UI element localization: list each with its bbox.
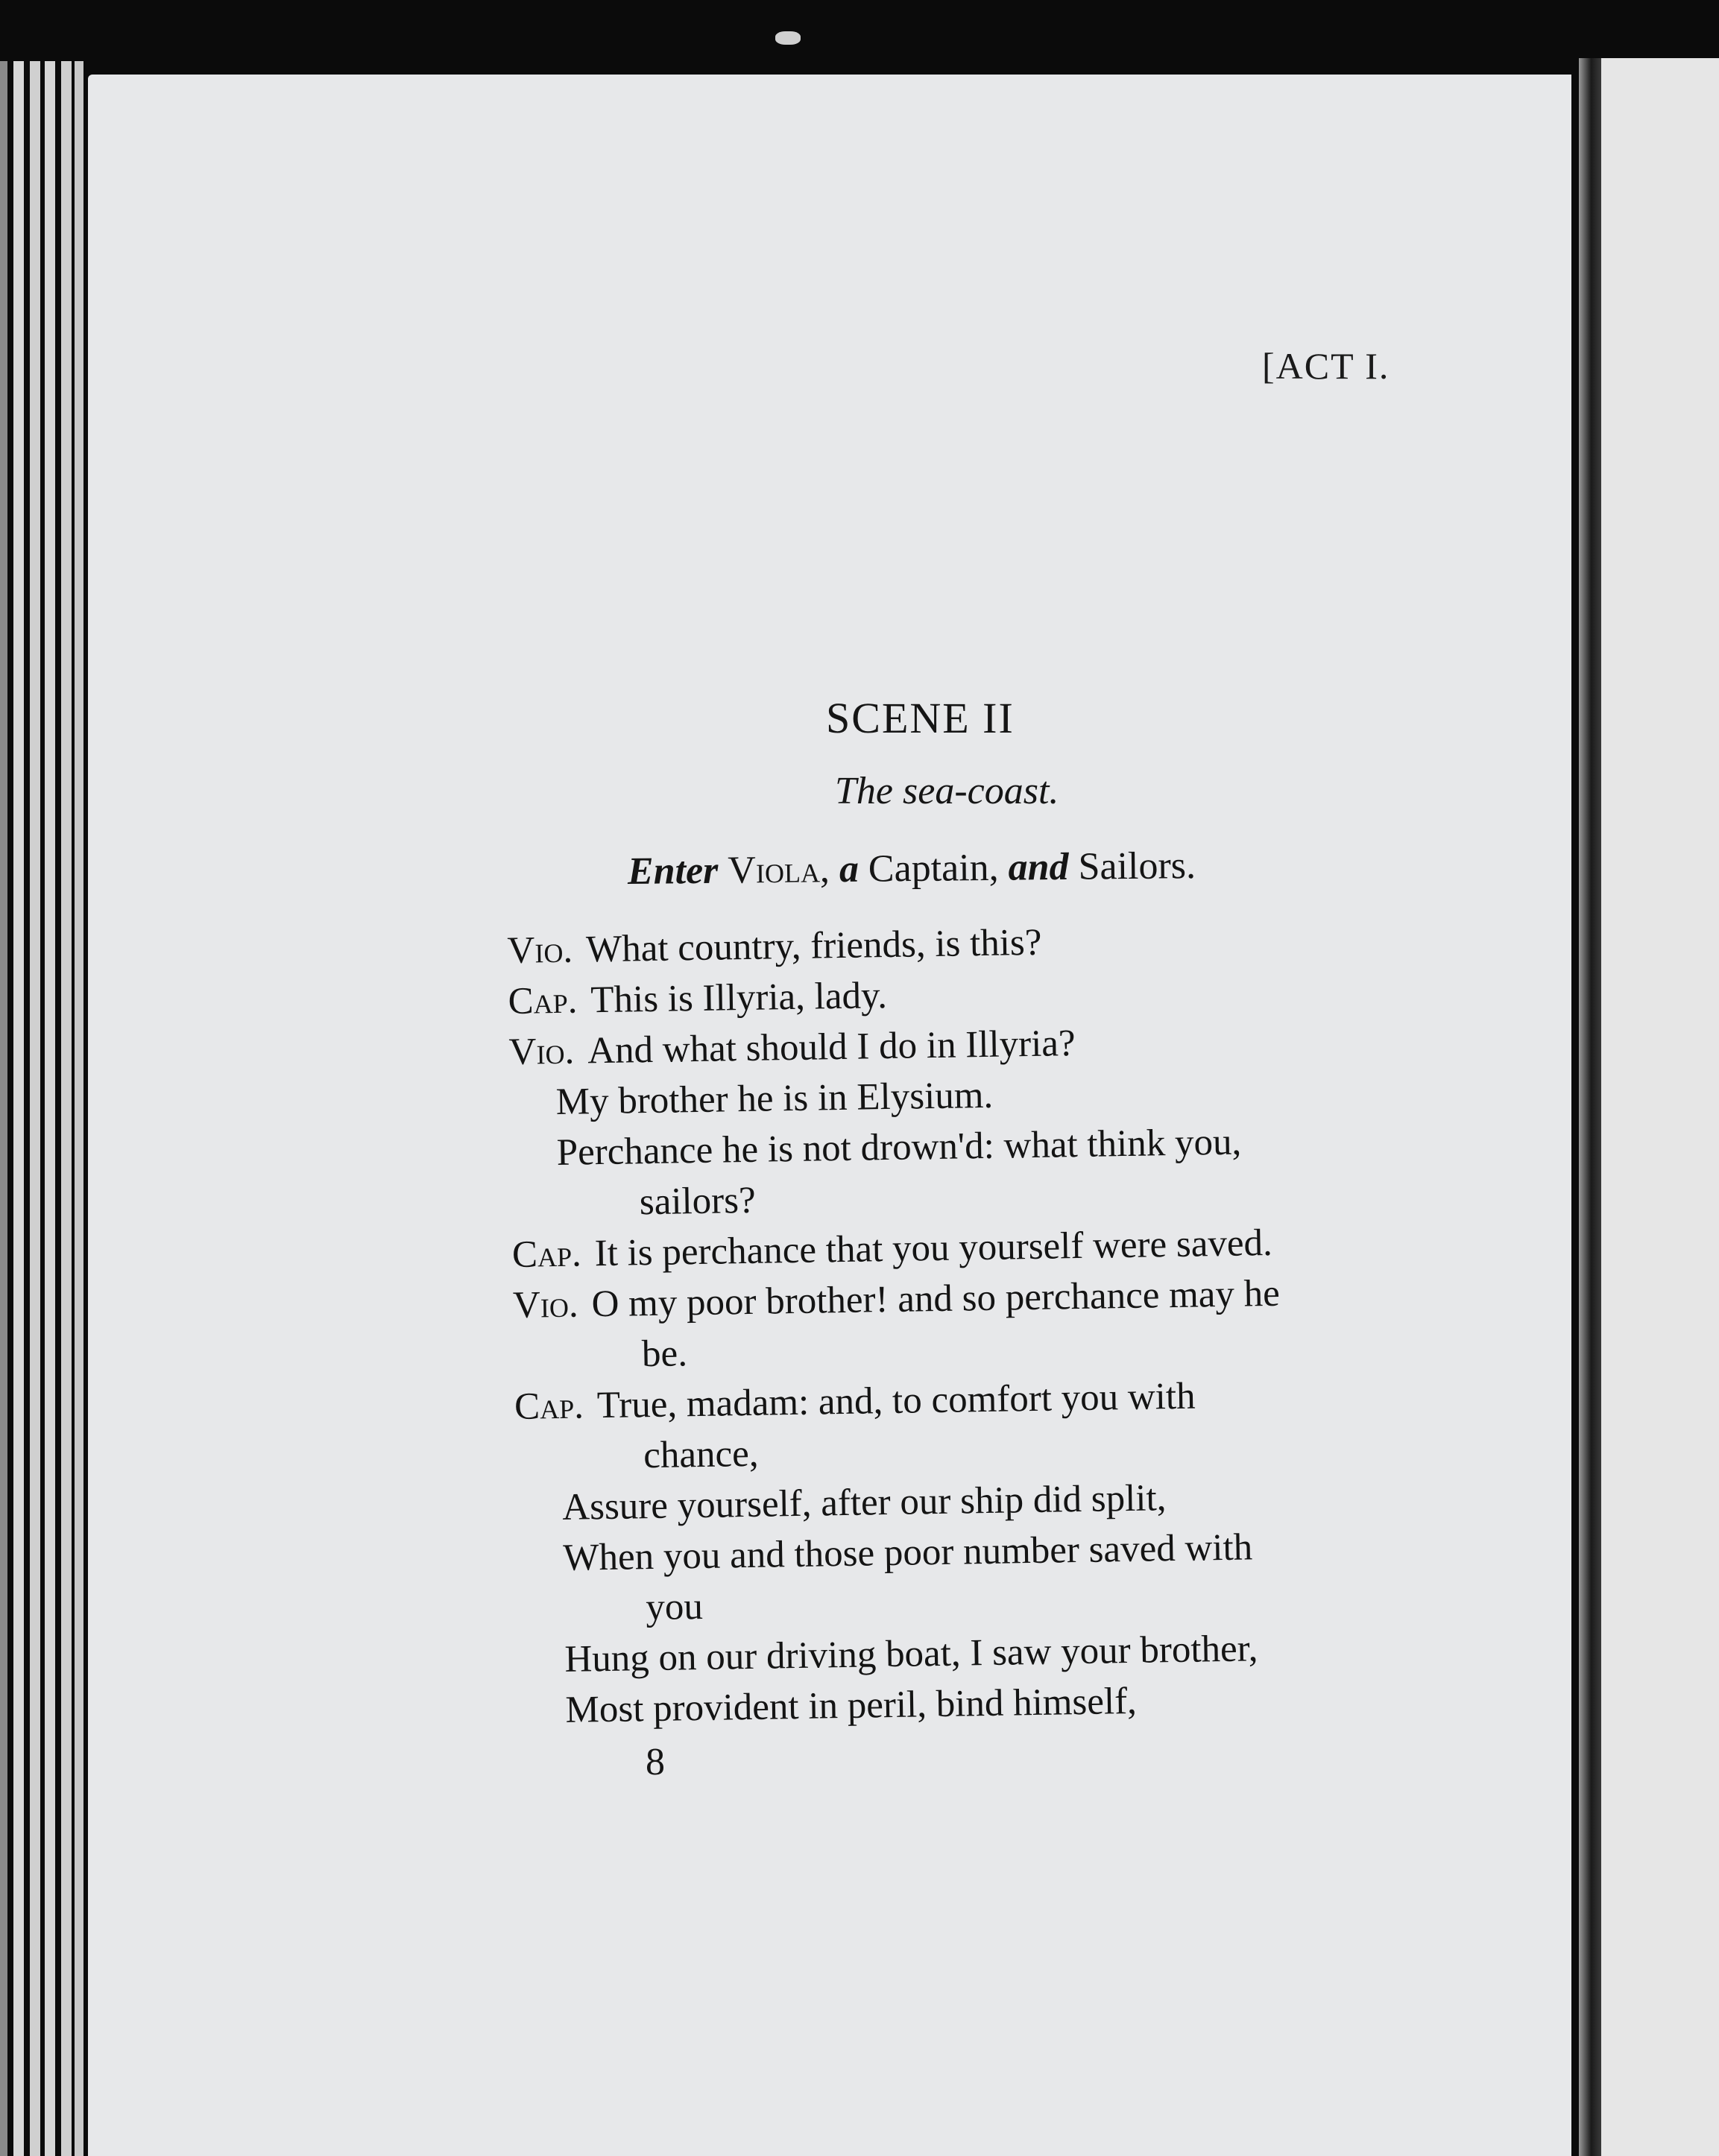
line-text: This is Illyria, lady. [590,975,888,1022]
line-text: Most provident in peril, bind himself, [565,1680,1138,1731]
scan-smudge [775,31,801,45]
stage-direction [628,844,1196,894]
stage-direction-conjunction: and [1008,845,1069,889]
line-text: True, madam: and, to comfort you with [596,1375,1196,1427]
speaker-name: Vio. [507,929,573,972]
dialogue-block [507,911,1451,1736]
page-edge [75,61,83,2156]
page-edge [45,61,55,2156]
stage-direction-article: a [839,847,860,891]
speaker-name: Cap. [508,979,578,1022]
page-edge [0,61,7,2156]
page-edge [61,61,72,2156]
line-text: sailors? [639,1179,757,1224]
speaker-name: Vio. [512,1283,579,1327]
running-header [1262,344,1390,388]
line-text: And what should I do in Illyria? [587,1022,1076,1072]
line-text: Perchance he is not drown'd: what think you, [556,1121,1242,1174]
speaker-name: Cap. [511,1233,582,1276]
line-text: Hung on our driving boat, I saw your brother, [564,1628,1258,1681]
stage-direction-sailors: Sailors. [1078,844,1196,888]
line-text: When you and those poor number saved with [562,1526,1253,1579]
book-gutter [1579,58,1601,2156]
speaker-name: Vio. [508,1030,575,1073]
line-text: O my poor brother! and so perchance may he [591,1272,1281,1326]
line-text: be. [641,1333,688,1376]
stage-direction-captain: Captain, [868,846,999,891]
stage-direction-verb: Enter [627,849,719,893]
stage-direction-character: Viola, [728,848,830,892]
line-text: What country, friends, is this? [585,921,1042,971]
page-number: 8 [646,1741,665,1783]
scene-title [88,693,1571,743]
line-text: It is perchance that you yourself were saved. [594,1221,1273,1275]
page-edge [30,61,40,2156]
line-text: My brother he is in Elysium. [555,1074,994,1123]
speaker-name: Cap. [514,1385,584,1428]
line-text: chance, [643,1432,759,1477]
scene-setting: The sea-coast. [835,770,1059,812]
line-text: Assure yourself, after our ship did split, [561,1477,1167,1529]
act-label: [ACT I. [1262,345,1390,387]
page-edge [13,61,24,2156]
facing-page [1601,58,1719,2156]
book-page [88,75,1571,2156]
line-text: you [645,1585,704,1629]
scene-title-text: SCENE II [826,694,1015,742]
